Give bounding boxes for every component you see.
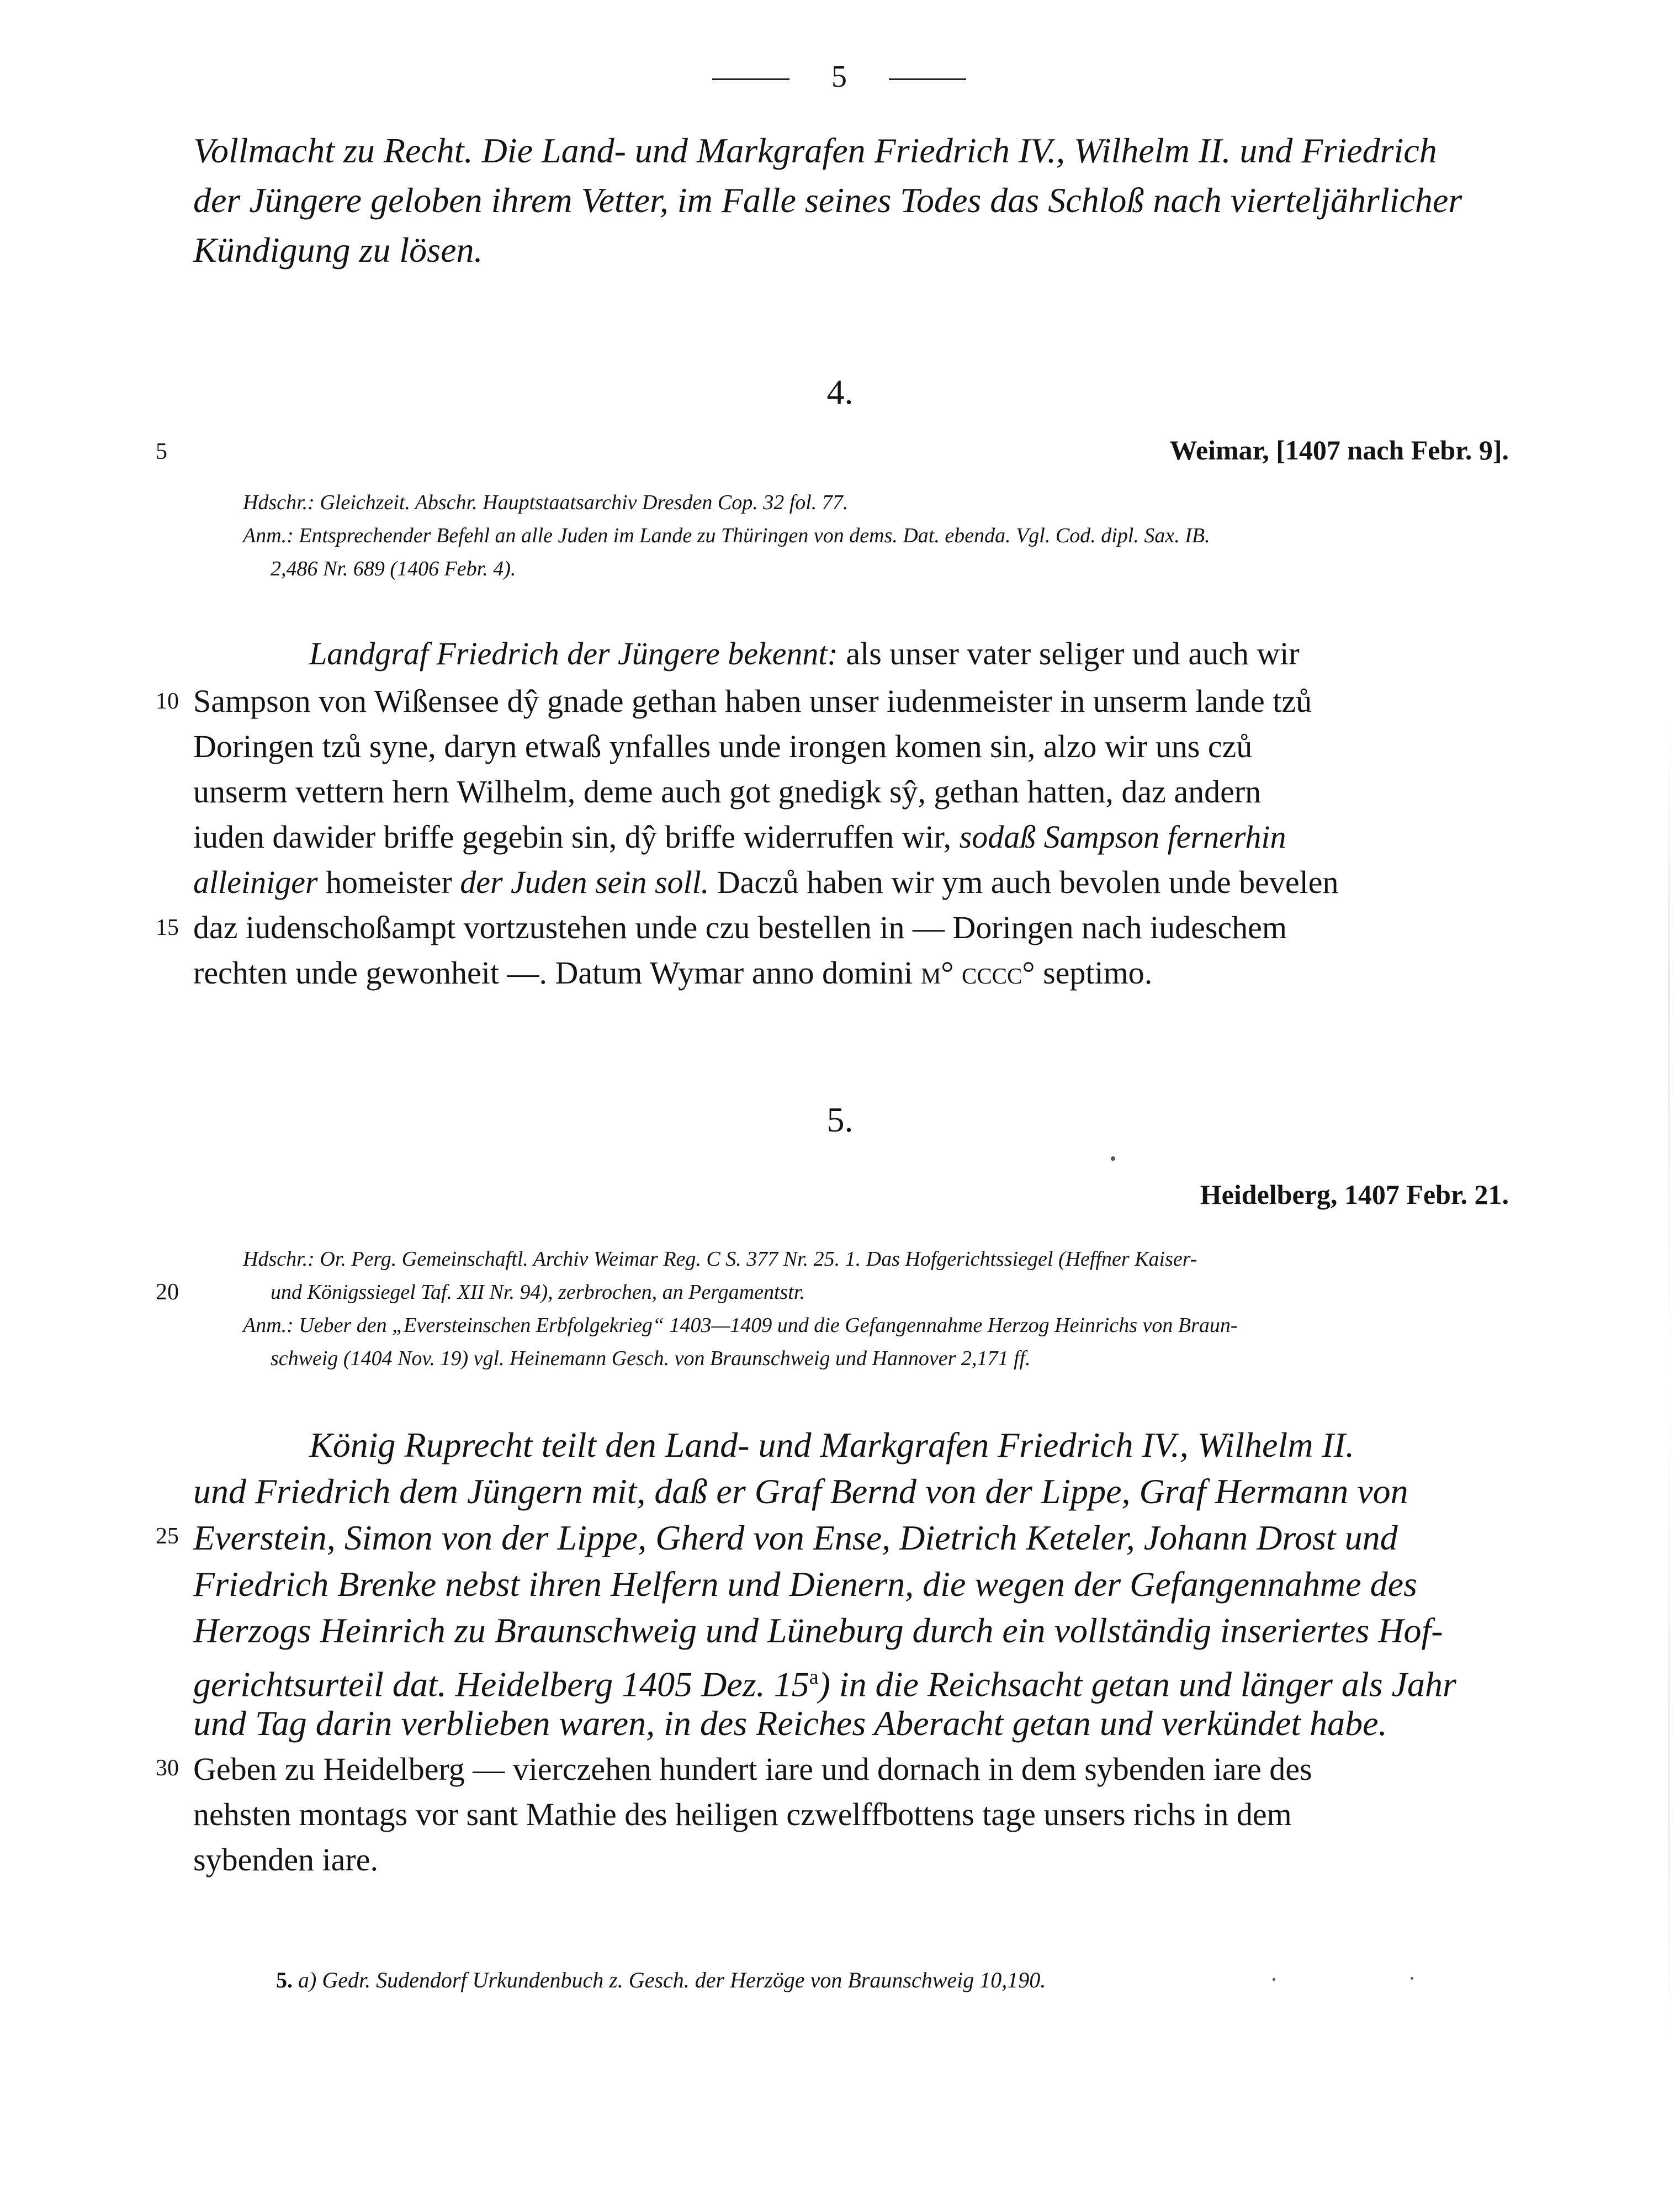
doc5-text-line-3: sybenden iare.: [193, 1842, 378, 1878]
doc5-regest-line-1: König Ruprecht teilt den Land- und Markgrafen Friedrich IV., Wilhelm II.: [309, 1425, 1355, 1464]
intro-line-1: Vollmacht zu Recht. Die Land- und Markgrafen Friedrich IV., Wilhelm II. und Friedrich: [193, 131, 1437, 170]
ink-speck: [1273, 1978, 1275, 1981]
doc4-dateline: [1170, 431, 1509, 469]
doc5-place: Heidelberg,: [1200, 1179, 1338, 1210]
doc5-source-4: schweig (1404 Nov. 19) vgl. Heinemann Gesch. von Braunschweig und Hannover 2,171 ff.: [271, 1347, 1031, 1370]
doc4-text-line-5: [193, 815, 1507, 859]
doc5-regest-6a: gerichtsurteil dat. Heidelberg 1405 Dez. 15: [193, 1664, 809, 1704]
doc5-regest-line-5: Herzogs Heinrich zu Braunschweig und Lüneburg durch ein vollständig inseriertes Hof-: [193, 1611, 1443, 1650]
doc5-regest-line-2: und Friedrich dem Jüngern mit, daß er Graf Bernd von der Lippe, Graf Hermann von: [193, 1472, 1408, 1511]
doc4-text-line-2: Sampson von Wißensee dŷ gnade gethan haben unser iudenmeister in unserm lande tzů: [193, 683, 1312, 719]
doc5-text-line-2: nehsten montags vor sant Mathie des heiligen czwelffbottens tage unsers richs in dem: [193, 1796, 1292, 1832]
header-rule-right: [889, 78, 966, 80]
line-number-5: 5: [156, 439, 167, 464]
doc5-regest-line-3: Everstein, Simon von der Lippe, Gherd von Ense, Dietrich Keteler, Johann Drost und: [193, 1518, 1398, 1557]
doc5-source-3: Anm.: Ueber den „Eversteinschen Erbfolgekrieg“ 1403—1409 und die Gefangennahme Herzog Heinrichs von Braun-: [243, 1314, 1238, 1337]
ink-speck: [1411, 1977, 1413, 1980]
intro-line-3: Kündigung zu lösen.: [193, 230, 483, 269]
line-number-25: 25: [156, 1524, 179, 1549]
doc4-text-line-6: [193, 860, 1507, 905]
doc4-source-1: Hdschr.: Gleichzeit. Abschr. Hauptstaatsarchiv Dresden Cop. 32 fol. 77.: [243, 491, 849, 514]
doc4-text-6a: homeister: [317, 864, 460, 900]
scan-edge: [1668, 718, 1670, 2043]
doc4-text-8a: rechten unde gewonheit —. Datum Wymar anno domini: [193, 955, 921, 991]
doc4-text-line-3: Doringen tzů syne, daryn etwaß ynfalles unde irongen komen sin, alzo wir uns czů: [193, 728, 1253, 764]
doc5-number: 5.: [826, 1100, 854, 1139]
doc4-text-8b: septimo.: [1035, 955, 1153, 991]
doc4-date: [1407 nach Febr. 9].: [1276, 435, 1509, 466]
doc5-dateline: [1200, 1175, 1509, 1214]
doc5-text-line-1: Geben zu Heidelberg — vierczehen hundert iare und dornach in dem sybenden iare des: [193, 1751, 1312, 1787]
footnote-text: a) Gedr. Sudendorf Urkundenbuch z. Gesch. der Herzöge von Braunschweig 10,190.: [293, 1968, 1046, 1992]
line-number-15: 15: [156, 915, 179, 940]
doc4-text-6-italic-2: der Juden sein soll.: [460, 864, 709, 900]
doc5-date: 1407 Febr. 21.: [1344, 1179, 1509, 1210]
doc4-text-5-italic: sodaß Sampson fernerhin: [959, 819, 1286, 855]
doc4-text-5a: iuden dawider briffe gegebin sin, dŷ briffe widerruffen wir,: [193, 819, 960, 855]
doc5-regest-6b: ) in die Reichsacht getan und länger als Jahr: [818, 1664, 1456, 1704]
ink-speck: [1111, 1156, 1115, 1161]
doc4-number: 4.: [826, 372, 854, 411]
doc5-source-2: und Königssiegel Taf. XII Nr. 94), zerbrochen, an Pergamentstr.: [271, 1281, 805, 1304]
doc5-source-1: Hdschr.: Or. Perg. Gemeinschaftl. Archiv Weimar Reg. C S. 377 Nr. 25. 1. Das Hofgerichtssiegel (Heffner Kaiser-: [243, 1247, 1197, 1271]
footnote-label: 5.: [276, 1968, 293, 1992]
doc4-text-line-1: [309, 632, 1623, 676]
footnote-ref-a: a: [809, 1665, 819, 1689]
doc4-source-2: Anm.: Entsprechender Befehl an alle Juden im Lande zu Thüringen von dems. Dat. ebenda. Vgl. Cod. dipl. Sax. IB.: [243, 524, 1210, 547]
doc4-text-6b: Daczů haben wir ym auch bevolen unde bevelen: [709, 864, 1339, 900]
line-number-20: 20: [156, 1279, 179, 1305]
line-number-30: 30: [156, 1756, 179, 1781]
footnote: [276, 1965, 1046, 1996]
doc4-text-line-4: unserm vettern hern Wilhelm, deme auch got gnedigk sŷ, gethan hatten, daz andern: [193, 774, 1262, 810]
doc4-text-1: als unser vater seliger und auch wir: [838, 636, 1300, 671]
doc4-text-line-7: daz iudenschoßampt vortzustehen unde czu bestellen in — Doringen nach iudeschem: [193, 910, 1287, 945]
doc4-regest: Landgraf Friedrich der Jüngere bekennt:: [309, 636, 838, 671]
page-number: 5: [831, 60, 847, 94]
doc4-text-6-italic-1: alleiniger: [193, 864, 318, 900]
line-number-10: 10: [156, 689, 179, 714]
doc5-regest-line-7: und Tag darin verblieben waren, in des Reiches Aberacht getan und verkündet habe.: [193, 1704, 1387, 1743]
page-header: [712, 57, 966, 96]
doc5-regest-line-4: Friedrich Brenke nebst ihren Helfern und Dienern, die wegen der Gefangennahme des: [193, 1564, 1417, 1604]
intro-line-2: der Jüngere geloben ihrem Vetter, im Falle seines Todes das Schloß nach vierteljährlicher: [193, 181, 1462, 220]
doc4-source-3: 2,486 Nr. 689 (1406 Febr. 4).: [271, 557, 516, 580]
doc4-place: Weimar,: [1169, 435, 1269, 466]
doc4-text-line-8: [193, 951, 1507, 995]
doc4-text-8-smallcaps: m° cccc°: [920, 955, 1035, 991]
